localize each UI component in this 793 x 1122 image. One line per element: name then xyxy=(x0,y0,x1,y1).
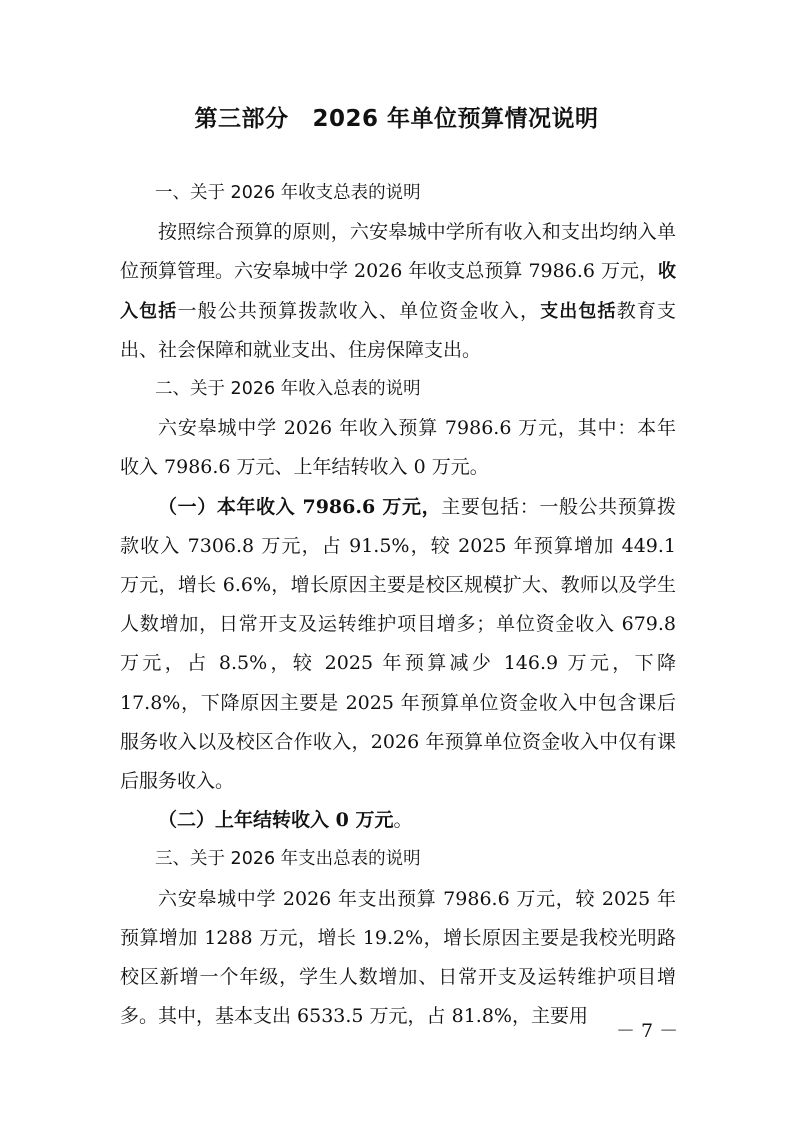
current-year-income-heading: （一）本年收入 7986.6 万元， xyxy=(158,495,442,518)
carryover-income-heading: （二）上年结转收入 0 万元 xyxy=(158,809,394,832)
section-2-paragraph-1: 六安皋城中学 2026 年收入预算 7986.6 万元，其中：本年收入 7986.6 万元、上年结转收入 0 万元。 xyxy=(120,417,676,479)
section-2-paragraph-2 xyxy=(120,488,676,802)
page-title xyxy=(0,100,793,133)
section-1-text-a: 按照综合预算的原则，六安皋城中学所有收入和支出均纳入单位预算管理。六安皋城中学 2026 年收支总预算 7986.6 万元， xyxy=(120,221,676,283)
section-1-heading: 一、关于 2026 年收支总表的说明 xyxy=(155,183,421,203)
title-part: 第三部分 xyxy=(194,106,289,132)
section-3-heading: 三、关于 2026 年支出总表的说明 xyxy=(155,849,421,870)
current-year-income-text: 主要包括：一般公共预算拨款收入 7306.8 万元，占 91.5%，较 2025 年预算增加 449.1 万元，增长 6.6%，增长原因主要是校区规模扩大、教师以及学生人数增加，日常开支及运转维护项目增多；单位资金收入 679.8 万元，占 8.5%，较 2025 年预算减少 146.9 万元，下降 17.8%，下降原因主要是 2025 年预算单位资金收入中包含课后服务收入以及校区合作收入，2026 年预算单位资金收入中仅有课后服务收入。 xyxy=(120,495,676,793)
title-text: 2026 年单位预算情况说明 xyxy=(312,106,599,132)
section-3-paragraph-1: 六安皋城中学 2026 年支出预算 7986.6 万元，较 2025 年预算增加 1288 万元，增长 19.2%，增长原因主要是我校光明路校区新增一个年级，学生人数增加、日常开支及运转维护项目增多。其中，基本支出 6533.5 万元，占 81.8%，主要用 xyxy=(120,887,676,1028)
document-body xyxy=(120,174,676,1036)
section-2-paragraph-3 xyxy=(120,801,676,840)
section-1-text-d: 教育支出、社会保障和就业支出、住房保障支出。 xyxy=(120,299,676,361)
section-2-heading: 二、关于 2026 年收入总表的说明 xyxy=(155,379,421,400)
section-1-paragraph xyxy=(120,213,676,370)
section-1-text-c: 一般公共预算拨款收入、单位资金收入， xyxy=(177,299,541,322)
income-includes-label: 收入包括 xyxy=(120,261,676,322)
page-number: － 7 － xyxy=(616,1020,679,1042)
expense-includes-label: 支出包括 xyxy=(540,300,617,322)
carryover-income-text: 。 xyxy=(393,809,413,832)
